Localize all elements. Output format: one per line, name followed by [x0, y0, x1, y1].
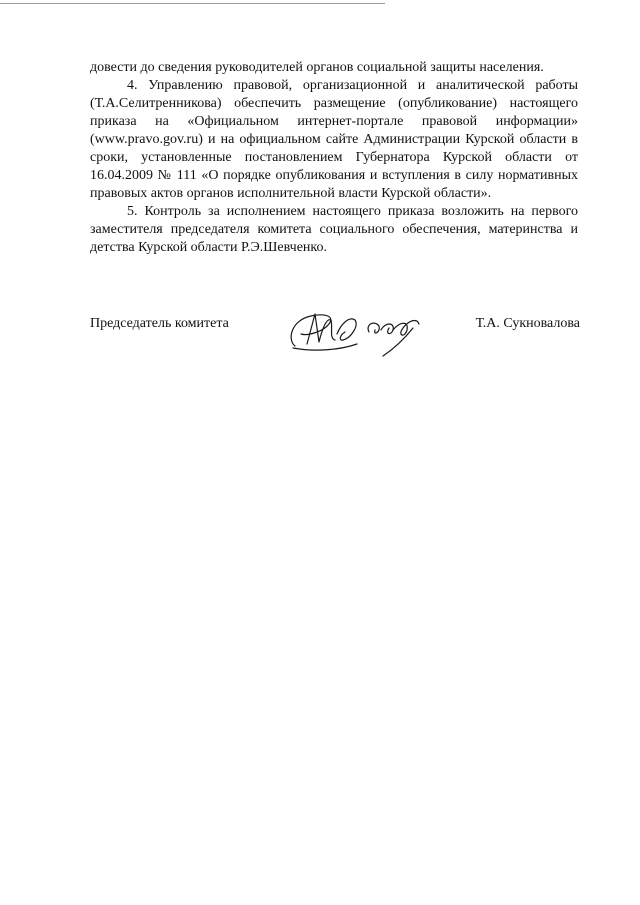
paragraph-item-4: 4. Управлению правовой, организационной и аналитической работы (Т.А.Селитренникова) обеспечить размещение (опубликование) настоящего приказа на «Официальном интернет-портале правовой информации» (www.pravo.gov.ru) и на официальном сайте Администрации Курской области в сроки, установленные постановлением Губернатора Курской области от 16.04.2009 № 111 «О порядке опубликования и вступления в силу нормативных правовых актов органов исполнительной власти Курской области». — [90, 78, 578, 201]
signer-name: Т.А. Сукновалова — [475, 316, 580, 331]
signer-title: Председатель комитета — [90, 316, 229, 331]
paragraph-item-5: 5. Контроль за исполнением настоящего приказа возложить на первого заместителя председателя комитета социального обеспечения, материнства и детства Курской области Р.Э.Шевченко. — [90, 204, 578, 255]
scan-edge-line — [0, 3, 385, 4]
document-body — [90, 59, 578, 257]
handwritten-signature — [285, 306, 440, 361]
paragraph-continuation: довести до сведения руководителей органов социальной защиты населения. — [90, 60, 544, 75]
signature-block — [90, 306, 580, 366]
